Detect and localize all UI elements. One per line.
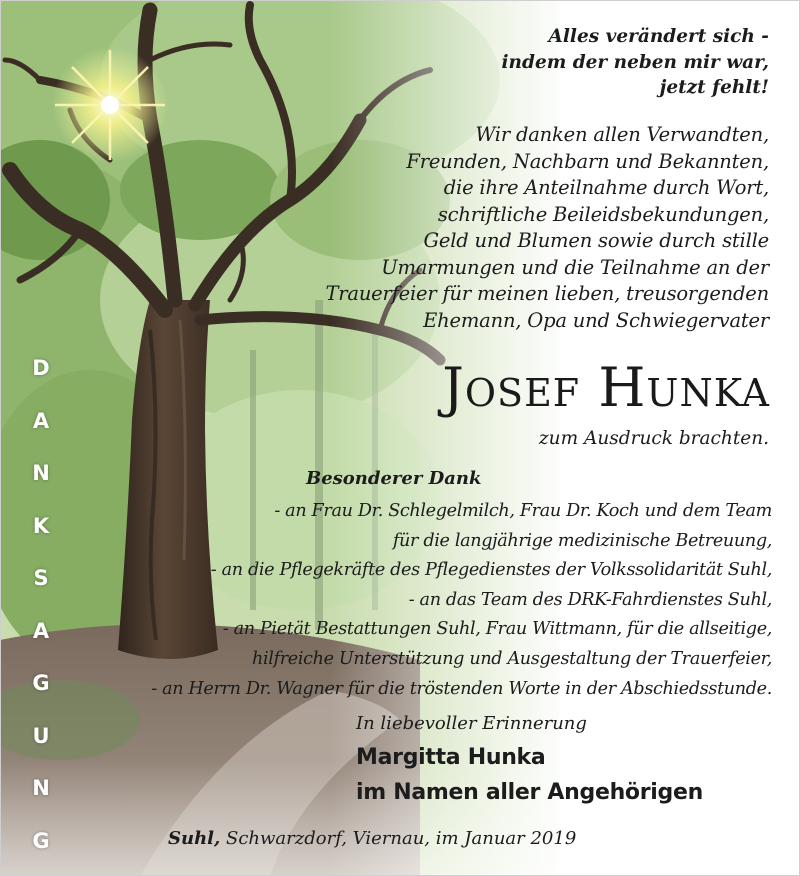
side-letter: N (32, 461, 50, 485)
thanks-line: Freunden, Nachbarn und Bekannten, (406, 149, 769, 173)
thanks-line: Wir danken allen Verwandten, (475, 123, 769, 146)
thanks-line: Trauerfeier für meinen lieben, treusorgenden (325, 282, 769, 305)
side-letter: A (32, 408, 50, 433)
side-letter: S (33, 566, 49, 590)
special-thanks-line: - an das Team des DRK-Fahrdienstes Suhl, (408, 589, 772, 610)
side-letter: G (32, 828, 50, 853)
place-city: Suhl, (168, 828, 221, 849)
widow-name: Margitta Hunka (356, 745, 546, 770)
special-thanks-line: - an Herrn Dr. Wagner für die tröstenden Worte in der Abschiedsstunde. (151, 678, 772, 699)
place-rest: Schwarzdorf, Viernau, im Januar 2019 (226, 828, 577, 849)
motto-line: Alles verändert sich - (548, 26, 769, 47)
thanks-line: Ehemann, Opa und Schwiegervater (423, 308, 769, 332)
side-letter: G (32, 671, 50, 695)
special-thanks-line: - an Frau Dr. Schlegelmilch, Frau Dr. Koch und dem Team (274, 501, 772, 521)
motto-line: indem der neben mir war, (501, 51, 769, 73)
relatives-line: im Namen aller Angehörigen (356, 780, 703, 805)
thanks-line: Geld und Blumen sowie durch stille (423, 229, 769, 252)
special-thanks-line: hilfreiche Unterstützung und Ausgestaltung der Trauerfeier, (252, 648, 772, 669)
memory-line: In liebevoller Erinnerung (356, 713, 587, 734)
side-letter: A (32, 618, 50, 643)
special-thanks-line: für die langjährige medizinische Betreuung, (392, 530, 772, 551)
side-letter: D (32, 356, 50, 380)
deceased-name: Josef Hunka (442, 356, 770, 419)
special-thanks-heading: Besonderer Dank (306, 468, 482, 489)
side-letter: U (32, 723, 50, 748)
thanks-line: die ihre Anteilnahme durch Wort, (443, 176, 769, 199)
side-letter: K (32, 513, 50, 538)
special-thanks-line: - an die Pflegekräfte des Pflegedienstes der Volkssolidarität Suhl, (210, 560, 772, 581)
closing-line: zum Ausdruck brachten. (538, 428, 769, 449)
thanks-line: schriftliche Beileidsbekundungen, (437, 202, 769, 226)
motto-line: jetzt fehlt! (659, 77, 769, 98)
special-thanks-line: - an Pietät Bestattungen Suhl, Frau Wittmann, für die allseitige, (222, 619, 772, 640)
side-letter: N (32, 776, 50, 800)
thanks-line: Umarmungen und die Teilnahme an der (381, 255, 769, 279)
